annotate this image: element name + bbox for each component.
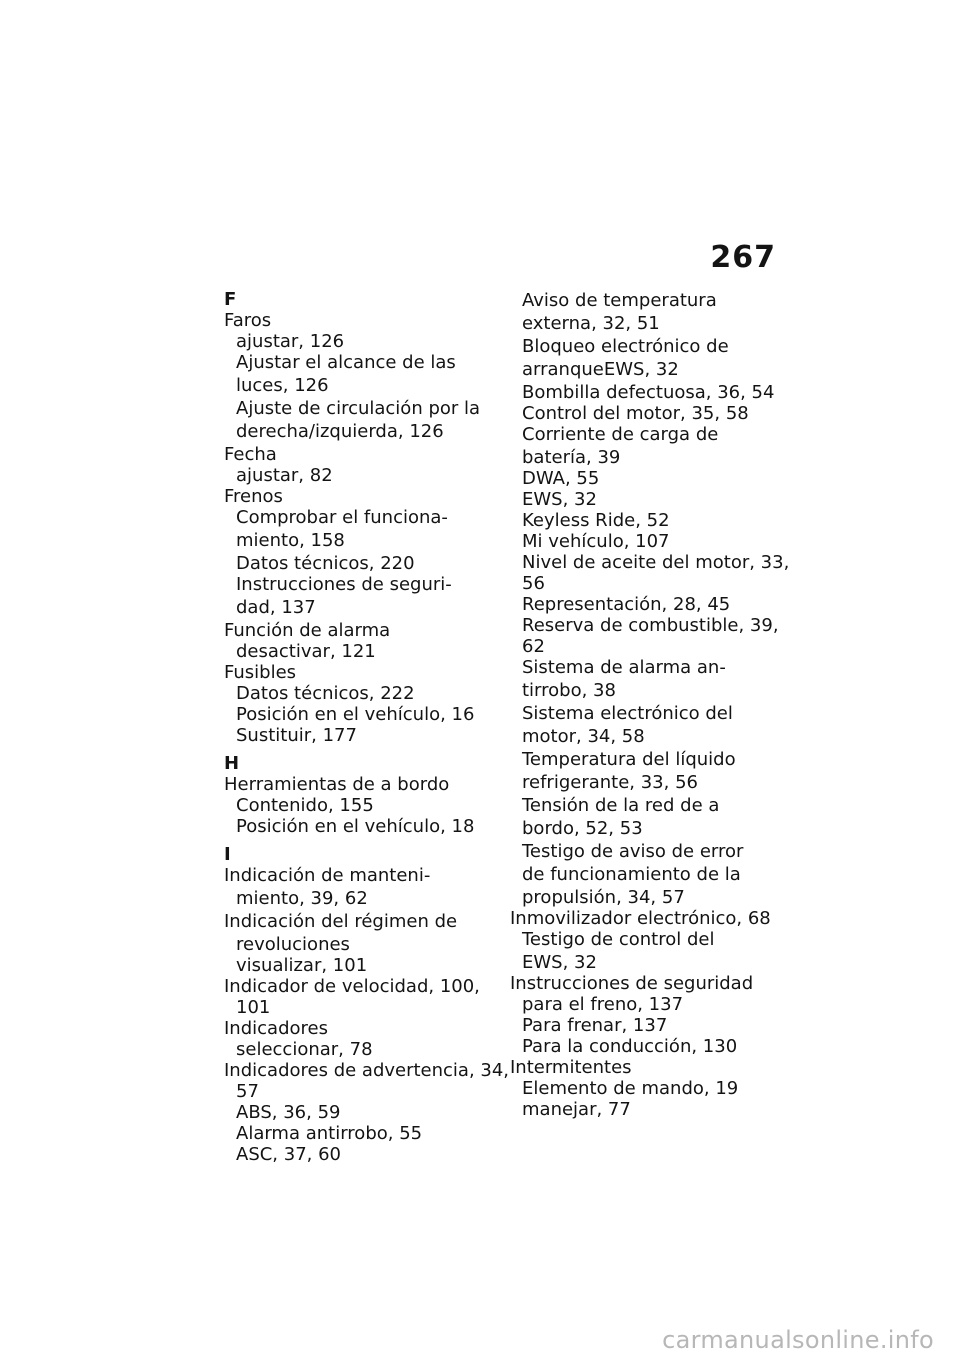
index-column-right [510,290,794,1120]
index-subentry: seleccionar, 78 [236,1039,373,1060]
index-subentry: 57 [236,1081,259,1102]
index-subentry: externa, 32, 51 [522,313,660,334]
index-subentry: Alarma antirrobo, 55 [236,1123,423,1144]
index-entry: Función de alarma [224,620,391,641]
index-subentry: refrigerante, 33, 56 [522,772,698,793]
index-subentry: motor, 34, 58 [522,726,645,747]
index-subentry: manejar, 77 [522,1099,631,1120]
index-subentry: Para la conducción, 130 [522,1036,738,1057]
index-subentry: Ajuste de circulación por la [236,398,481,419]
index-subentry: Testigo de control del [522,929,715,950]
index-subentry: bordo, 52, 53 [522,818,643,839]
index-subentry: ajustar, 82 [236,465,333,486]
index-subentry: Control del motor, 35, 58 [522,403,749,424]
index-entry: Inmovilizador electrónico, 68 [510,908,771,929]
index-entry: Frenos [224,486,283,507]
index-subentry: EWS, 32 [522,489,597,510]
index-subentry: arranqueEWS, 32 [522,359,679,380]
index-entry: Instrucciones de seguridad [510,973,754,994]
index-subentry: Tensión de la red de a [522,795,720,816]
index-subentry: Nivel de aceite del motor, 33, [522,552,790,573]
index-subentry: miento, 39, 62 [236,888,368,909]
index-entry: Indicadores de advertencia, 34, [224,1060,510,1081]
index-subentry: miento, 158 [236,530,345,551]
index-subentry: batería, 39 [522,447,621,468]
index-subentry: Datos técnicos, 220 [236,553,415,574]
index-subentry: Reserva de combustible, 39, [522,615,779,636]
index-subentry: 62 [522,636,545,657]
index-entry: Intermitentes [510,1057,632,1078]
index-subentry: tirrobo, 38 [522,680,616,701]
index-subentry: Bloqueo electrónico de [522,336,729,357]
index-subentry: Para frenar, 137 [522,1015,668,1036]
index-subentry: propulsión, 34, 57 [522,887,685,908]
index-subentry: revoluciones [236,934,350,955]
index-subentry: EWS, 32 [522,952,597,973]
index-subentry: Posición en el vehículo, 16 [236,704,475,725]
index-subentry: para el freno, 137 [522,994,684,1015]
index-entry: Fusibles [224,662,297,683]
index-subentry: Comprobar el funciona- [236,507,448,528]
index-subentry: Testigo de aviso de error [522,841,744,862]
index-subentry: Contenido, 155 [236,795,374,816]
index-subentry: Sistema electrónico del [522,703,733,724]
index-subentry: ajustar, 126 [236,331,345,352]
index-subentry: 56 [522,573,545,594]
index-subentry: Representación, 28, 45 [522,594,731,615]
page-number: 267 [710,240,776,275]
watermark-footer: carmanualsonline.info [662,1326,934,1354]
index-subentry: Elemento de mando, 19 [522,1078,739,1099]
index-subentry: 101 [236,997,271,1018]
index-subentry: Temperatura del líquido [522,749,736,770]
index-subentry: Posición en el vehículo, 18 [236,816,475,837]
index-subentry: Sistema de alarma an- [522,657,726,678]
index-subentry: luces, 126 [236,375,329,396]
index-subentry: dad, 137 [236,597,316,618]
index-subentry: Mi vehículo, 107 [522,531,670,552]
index-subentry: Bombilla defectuosa, 36, 54 [522,382,775,403]
index-subentry: Instrucciones de seguri- [236,574,452,595]
index-subentry: Aviso de temperatura [522,290,717,311]
index-entry: Indicación de manteni- [224,865,431,886]
index-entry: Indicadores [224,1018,328,1039]
index-subentry: ABS, 36, 59 [236,1102,341,1123]
index-entry: Indicador de velocidad, 100, [224,976,480,997]
index-subentry: de funcionamiento de la [522,864,741,885]
index-letter-heading: I [224,844,231,865]
index-subentry: derecha/izquierda, 126 [236,421,444,442]
index-letter-heading: H [224,753,240,774]
index-entry: Indicación del régimen de [224,911,458,932]
index-subentry: desactivar, 121 [236,641,376,662]
index-entry: Faros [224,310,272,331]
index-subentry: Corriente de carga de [522,424,719,445]
index-entry: Herramientas de a bordo [224,774,450,795]
index-subentry: Datos técnicos, 222 [236,683,415,704]
index-subentry: visualizar, 101 [236,955,368,976]
index-entry: Fecha [224,444,277,465]
index-subentry: ASC, 37, 60 [236,1144,342,1165]
index-letter-heading: F [224,289,237,310]
index-subentry: Ajustar el alcance de las [236,352,456,373]
index-subentry: Keyless Ride, 52 [522,510,670,531]
index-subentry: Sustituir, 177 [236,725,357,746]
index-subentry: DWA, 55 [522,468,600,489]
index-column-left [224,289,510,1165]
